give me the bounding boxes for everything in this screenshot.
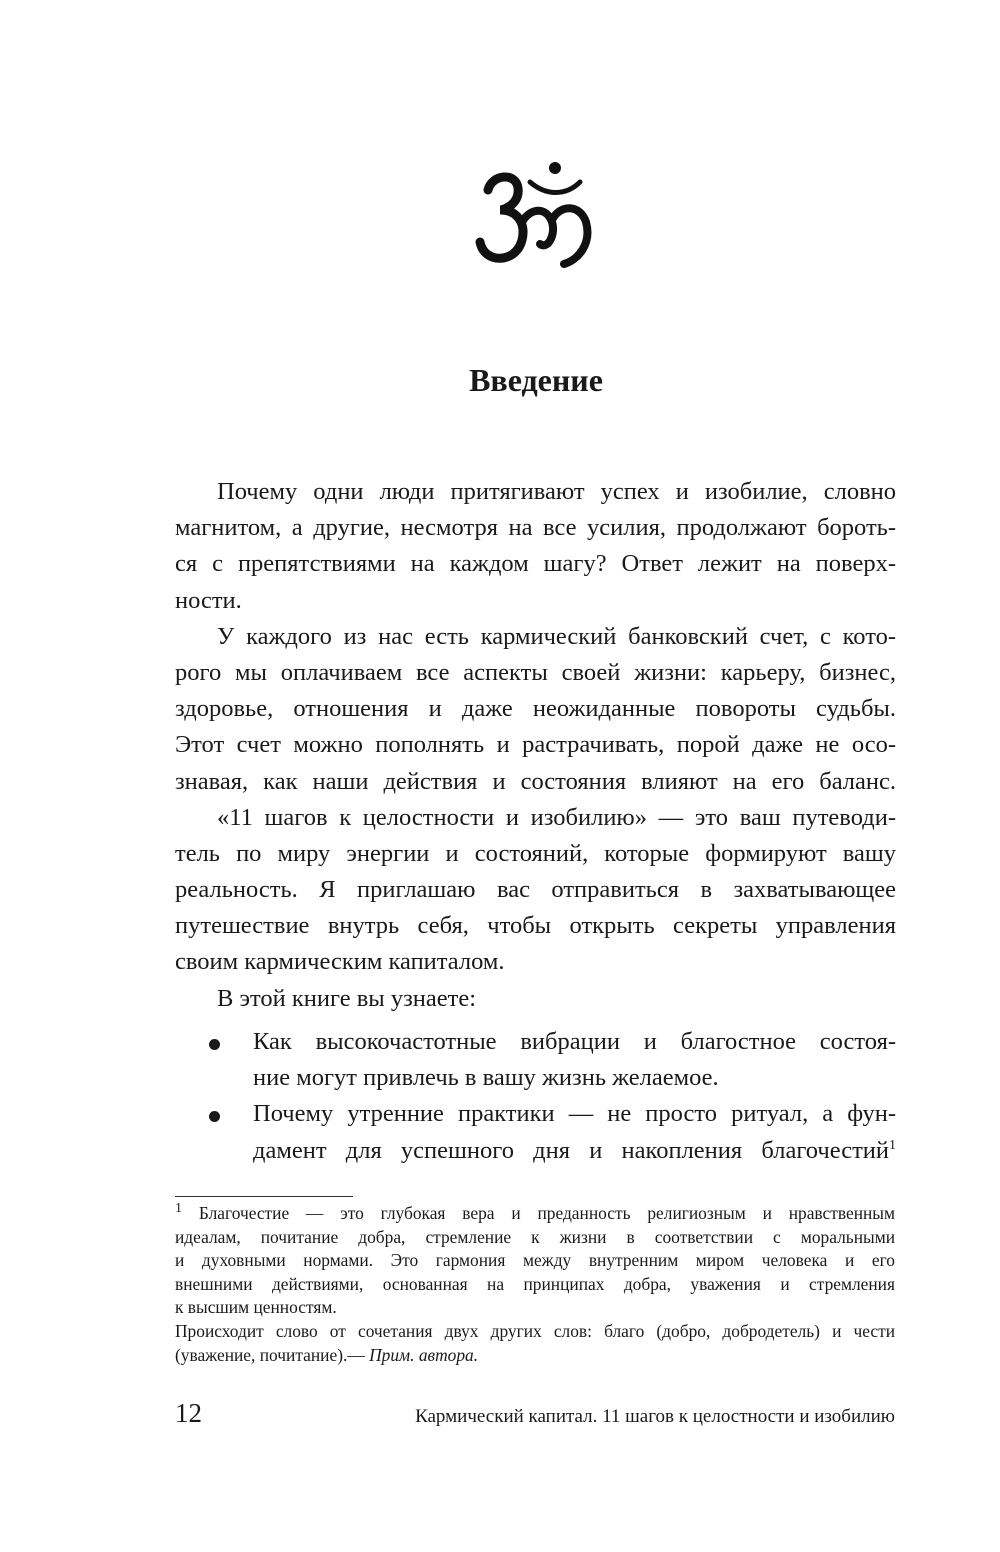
text-line: У каждого из нас есть кармический банковский счет, с кото- bbox=[217, 622, 896, 650]
text-line bbox=[175, 1344, 895, 1368]
text-line: рого мы оплачиваем все аспекты своей жизни: карьеру, бизнес, bbox=[175, 658, 896, 686]
text-line: Как высокочастотные вибрации и благостное состоя- bbox=[253, 1028, 896, 1055]
text-line: тель по миру энергии и состояний, которые формируют вашу bbox=[175, 839, 896, 867]
page-footer bbox=[175, 1398, 895, 1429]
text-line: и духовными нормами. Это гармония между внутренним миром человека и его bbox=[175, 1250, 895, 1271]
page-number: 12 bbox=[175, 1398, 202, 1428]
footnote-ref[interactable]: 1 bbox=[889, 1137, 896, 1153]
text-line: путешествие внутрь себя, чтобы открыть секреты управления bbox=[175, 912, 896, 940]
text-line: к высшим ценностям. bbox=[175, 1297, 337, 1318]
footnote-marker: 1 bbox=[175, 1201, 182, 1217]
text-line: знавая, как наши действия и состояния влияют на его баланс. bbox=[175, 767, 896, 795]
paragraph bbox=[175, 981, 896, 1017]
body-text bbox=[175, 474, 896, 1017]
text-line bbox=[175, 1202, 895, 1226]
list-item bbox=[175, 1096, 896, 1168]
text-line: ся с препятствиями на каждом шагу? Ответ лежит на поверх- bbox=[175, 550, 896, 578]
bullet-list bbox=[175, 1024, 896, 1169]
paragraph bbox=[175, 619, 896, 800]
bullet-icon bbox=[209, 1111, 220, 1122]
text-line: здоровье, отношения и даже неожиданные повороты судьбы. bbox=[175, 695, 896, 723]
text-line-content: дамент для успешного дня и накопления благочестий bbox=[253, 1136, 889, 1164]
paragraph bbox=[175, 800, 896, 981]
text-line: магнитом, а другие, несмотря на все усилия, продолжают бороть- bbox=[175, 514, 896, 542]
text-line: Происходит слово от сочетания двух других слов: благо (добро, добродетель) и чести bbox=[175, 1320, 895, 1341]
footnote-divider bbox=[175, 1196, 353, 1197]
list-item bbox=[175, 1024, 896, 1096]
footnote bbox=[175, 1202, 895, 1367]
text-line: внешними действиями, основанная на принципах добра, уважения и стремления bbox=[175, 1273, 895, 1294]
text-line: Этот счет можно пополнять и растрачивать, порой даже не осо- bbox=[175, 731, 896, 759]
text-line-content: (уважение, почитание).— bbox=[175, 1344, 365, 1365]
text-line: идеалам, почитание добра, стремление к жизни в соответствии с моральными bbox=[175, 1226, 895, 1247]
text-line-content: Благочестие — это глубокая вера и преданность религиозным и нравственным bbox=[198, 1203, 895, 1223]
text-line: ности. bbox=[175, 586, 242, 614]
author-note: Прим. автора. bbox=[369, 1344, 479, 1365]
bullet-icon bbox=[209, 1039, 220, 1050]
text-line: Почему одни люди притягивают успех и изобилие, словно bbox=[217, 478, 896, 505]
running-title: Кармический капитал. 11 шагов к целостности и изобилию bbox=[415, 1406, 895, 1427]
text-line: Почему утренние практики — не просто ритуал, а фун- bbox=[253, 1100, 896, 1128]
om-symbol-icon bbox=[474, 160, 596, 272]
text-line: своим кармическим капиталом. bbox=[175, 948, 505, 976]
text-line: В этой книге вы узнаете: bbox=[217, 984, 477, 1012]
paragraph bbox=[175, 474, 896, 619]
text-line: ние могут привлечь в вашу жизнь желаемое. bbox=[253, 1064, 719, 1092]
text-line: «11 шагов к целостности и изобилию» — это ваш путеводи- bbox=[217, 803, 896, 831]
text-line: реальность. Я приглашаю вас отправиться в захватывающее bbox=[175, 876, 896, 904]
chapter-title: Введение bbox=[469, 362, 603, 398]
text-line bbox=[253, 1133, 896, 1169]
